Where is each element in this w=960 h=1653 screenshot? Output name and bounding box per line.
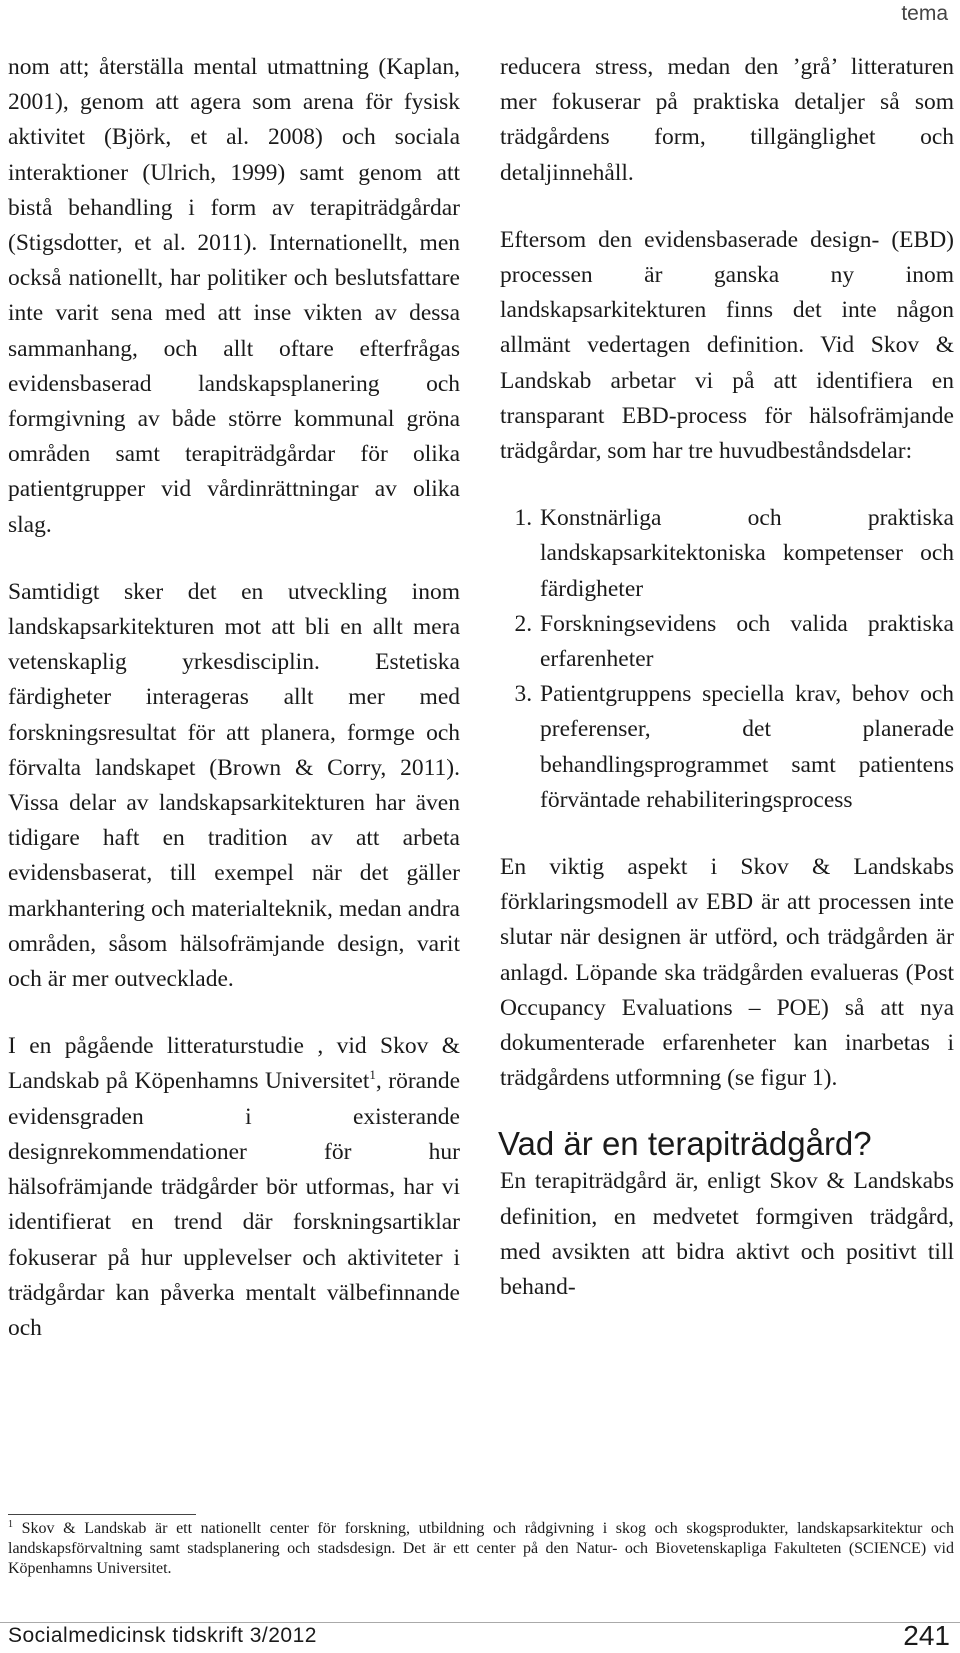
section-heading: Vad är en terapiträdgård? xyxy=(498,1125,872,1163)
right-column xyxy=(500,50,954,1305)
footnote-reference: 1 xyxy=(369,1067,376,1083)
footer-divider xyxy=(0,1622,960,1623)
right-paragraph-3: En viktig aspekt i Skov & Landskabs förklaringsmodell av EBD är att processen inte slutar när designen är utförd, och trädgården är anlagd. Löpande ska trädgården evalueras (Post Occupancy Evaluations – POE) så att nya dokumenterade erfarenheter kan inarbetas i trädgårdens utformning (se figur 1). xyxy=(500,854,954,1092)
left-paragraph-3-end: , rörande evidensgraden i existerande designrekommendationer för hur hälsofrämjande trädgårder bör utformas, har vi identifierat en trend där forskningsartiklar fokuserar på hur upplevelser och aktiviteter i trädgårdar kan påverka mentalt välbefinnande och xyxy=(8,1068,461,1341)
left-paragraph-3-start: I en pågående litteraturstudie , vid Skov & Landskab på Köpenhamns Universitet xyxy=(8,1033,460,1095)
right-paragraph-1: reducera stress, medan den ’grå’ litteraturen mer fokuserar på praktiska detaljer så som trädgårdens form, tillgänglighet och detaljinnehåll. xyxy=(500,54,954,186)
page-number: 241 xyxy=(903,1620,950,1651)
footnote-divider xyxy=(8,1514,196,1515)
right-paragraph-4: En terapiträdgård är, enligt Skov & Landskabs definition, en medvetet formgiven trädgård, med avsikten att bidra aktivt och positivt till behand- xyxy=(500,1168,954,1301)
list-item: 1. Konstnärliga och praktiska landskapsarkitektoniska kompetenser och färdigheter xyxy=(538,501,954,607)
right-paragraph-2: Eftersom den evidensbaserade design- (EBD) processen är ganska ny inom landskapsarkitekturen finns det inte någon allmänt vedertagen definition. Vid Skov & Landskab arbetar vi på att identifiera en transparant EBD-process för hälsofrämjande trädgårdar, som har tre huvudbeståndsdelar: xyxy=(500,226,954,465)
left-paragraph-3 xyxy=(8,1029,460,1346)
footnote-marker: 1 xyxy=(8,1519,13,1530)
component-list xyxy=(500,501,954,818)
section-tag: tema xyxy=(901,2,948,25)
footnote xyxy=(8,1519,954,1579)
left-column xyxy=(8,50,460,1346)
journal-name: Socialmedicinsk tidskrift 3/2012 xyxy=(8,1624,317,1647)
list-item: 2. Forskningsevidens och valida praktiska erfarenheter xyxy=(538,607,954,677)
left-paragraph-1: nom att; återställa mental utmattning (Kaplan, 2001), genom att agera som arena för fysisk aktivitet (Björk, et al. 2008) och sociala interaktioner (Ulrich, 1999) samt genom att bistå behandling i form av terapiträdgårdar (Stigsdotter, et al. 2011). Internationellt, men också nationellt, har politiker och beslutsfattare inte varit sena med att inse vikten av dessa sammanhang, och allt oftare efterfrågas evidensbaserad landskapsplanering och formgivning av både större kommunal gröna områden samt terapiträdgårdar för olika patientgrupper vid vårdinrättningar av olika slag. xyxy=(8,54,460,538)
footnote-text: Skov & Landskab är ett nationellt center för forskning, utbildning och rådgivning i skog och skogsprodukter, landskapsarkitektur och landskapsförvaltning samt stadsplanering och stadsdesign. Det är ett center på den Natur- och Biovetenskapliga Fakulteten (SCIENCE) vid Köpenhamns Universitet. xyxy=(8,1520,954,1577)
left-paragraph-2: Samtidigt sker det en utveckling inom landskapsarkitekturen mot att bli en allt mera vetenskaplig yrkesdisciplin. Estetiska färdigheter interageras allt mer med forskningsresultat för att planera, formge och förvalta landskapet (Brown & Corry, 2011). Vissa delar av landskapsarkitekturen har även tidigare haft en tradition av att arbeta evidensbaserat, till exempel när det gäller markhantering och materialteknik, medan andra områden, såsom hälsofrämjande design, varit och är mer outvecklade. xyxy=(8,578,460,993)
list-item: 3. Patientgruppens speciella krav, behov och preferenser, det planerade behandlingsprogrammet samt patientens förväntade rehabiliteringsprocess xyxy=(538,677,954,818)
